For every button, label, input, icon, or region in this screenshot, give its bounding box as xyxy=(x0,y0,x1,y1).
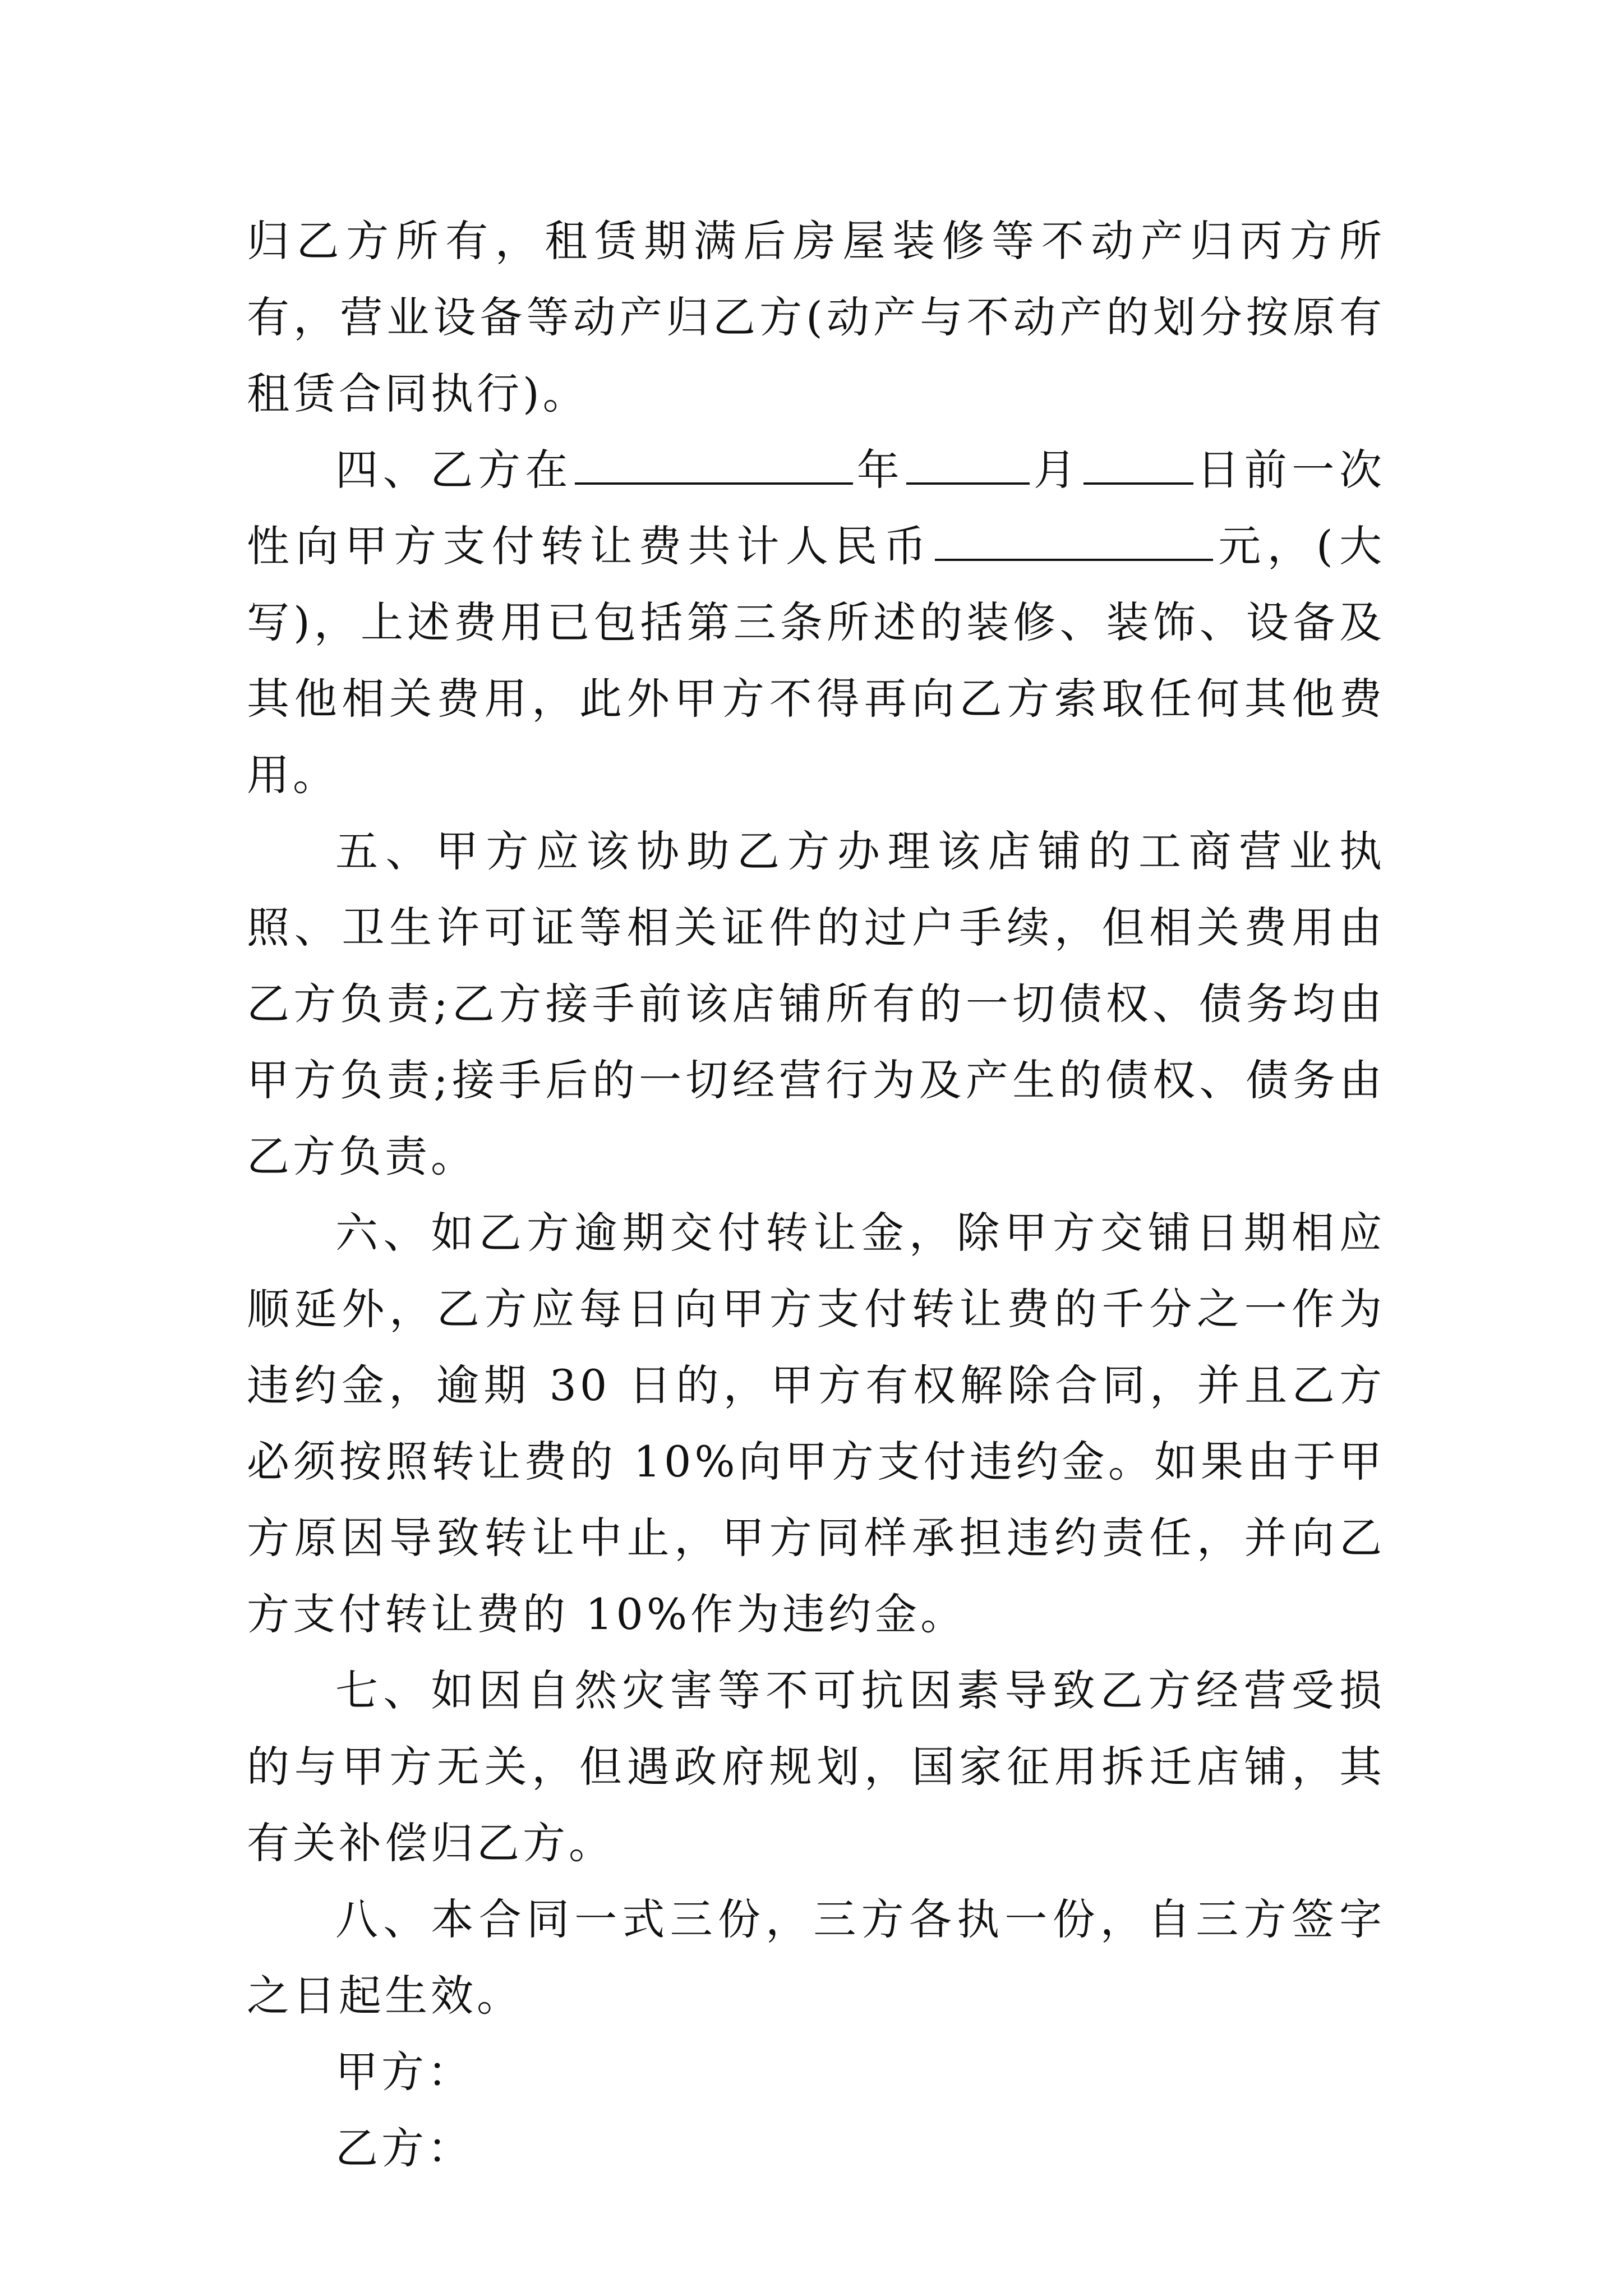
paragraph-clause-4 xyxy=(247,432,1385,813)
paragraph-clause-5: 五、甲方应该协助乙方办理该店铺的工商营业执照、卫生许可证等相关证件的过户手续，但相关费用由乙方负责;乙方接手前该店铺所有的一切债权、债务均由甲方负责;接手后的一切经营行为及产生的债权、债务由乙方负责。 xyxy=(247,826,1385,1181)
clause-4-text-a: 四、乙方在 xyxy=(335,445,573,495)
clause-4-text-b: 年 xyxy=(855,445,905,495)
month-blank xyxy=(906,447,1030,485)
clause-4-text-d: 日前一次性向甲方支付转让费共计人民币 xyxy=(247,445,1386,571)
year-blank xyxy=(575,447,853,485)
signature-party-a: 甲方： xyxy=(335,2047,473,2097)
clause-4-text-c: 月 xyxy=(1032,445,1081,495)
day-blank xyxy=(1083,447,1193,485)
amount-blank xyxy=(935,523,1213,561)
paragraph-clause-6: 六、如乙方逾期交付转让金，除甲方交铺日期相应顺延外，乙方应每日向甲方支付转让费的千分之一作为违约金，逾期 30 日的，甲方有权解除合同，并且乙方必须按照转让费的 10%向甲方支付违约金。如果由于甲方原因导致转让中止，甲方同样承担违约责任，并向乙方支付转让费的 10%作为违约金。 xyxy=(247,1208,1385,1639)
signature-party-b: 乙方： xyxy=(335,2123,473,2173)
paragraph-clause-8: 八、本合同一式三份，三方各执一份，自三方签字之日起生效。 xyxy=(247,1894,1385,2021)
clause-4-text-e: 元，(大写)，上述费用已包括第三条所述的装修、装饰、设备及其他相关费用，此外甲方不得再向乙方索取任何其他费用。 xyxy=(247,521,1385,800)
paragraph-clause-3-tail: 归乙方所有，租赁期满后房屋装修等不动产归丙方所有，营业设备等动产归乙方(动产与不动产的划分按原有租赁合同执行)。 xyxy=(247,216,1385,418)
paragraph-clause-7: 七、如因自然灾害等不可抗因素导致乙方经营受损的与甲方无关，但遇政府规划，国家征用拆迁店铺，其有关补偿归乙方。 xyxy=(247,1665,1385,1868)
document-body xyxy=(247,203,1385,2187)
